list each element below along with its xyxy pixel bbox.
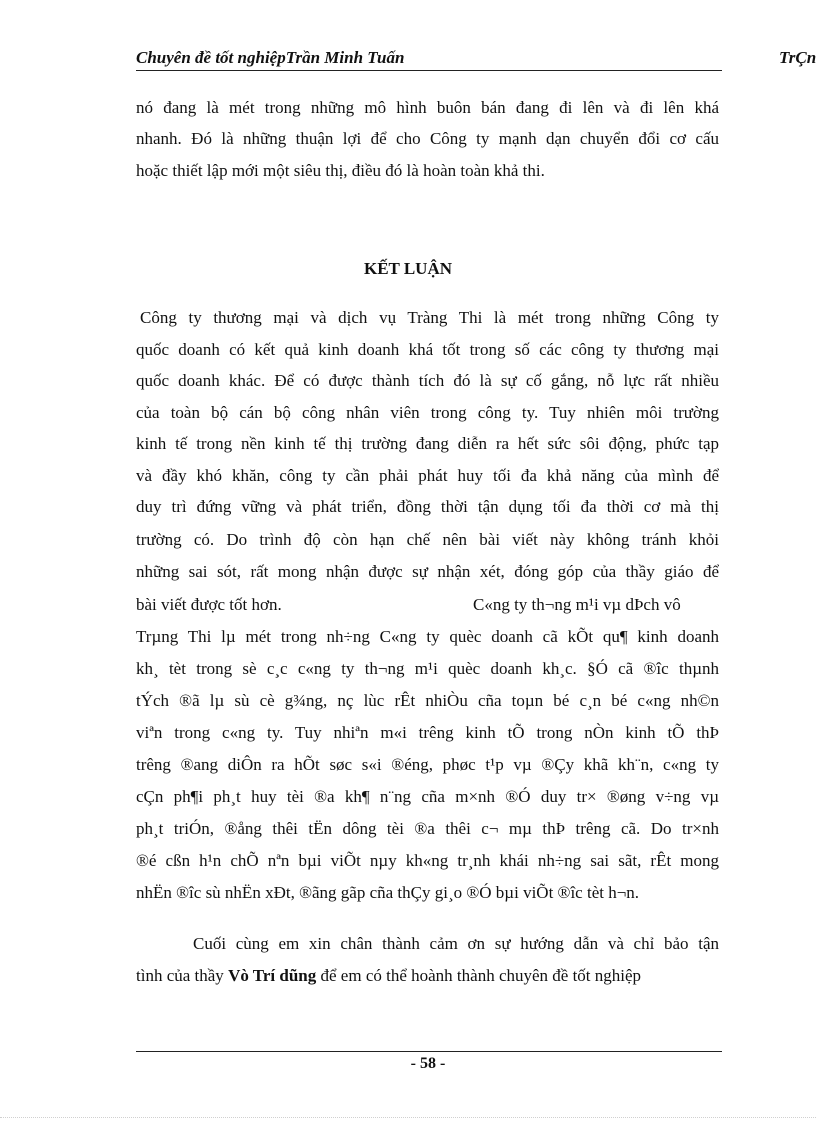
conclusion-line-8: trường có. Do trình độ còn hạn chế nên bài viết này không tránh khỏi [136,530,719,549]
garbled-line-3: tÝch ®ã lµ sù cè g¾ng, nç lùc rÊt nhiÒu cña toµn bé c¸n bé c«ng nh©n [136,691,719,710]
conclusion-line-7: duy trì đứng vững và phát triển, đồng thời tận dụng tối đa thời cơ mà thị [136,497,719,516]
running-header-author: TrÇn [779,48,816,67]
garbled-line-2: kh¸ tèt trong sè c¸c c«ng ty th¬ng m¹i quèc doanh kh¸c. §Ó cã ®îc thµnh [136,659,719,678]
intro-line-3: hoặc thiết lập mới một siêu thị, điều đó là hoàn toàn khả thi. [136,161,545,180]
garbled-line-4: viªn trong c«ng ty. Tuy nhiªn m«i trêng kinh tÕ trong nÒn kinh tÕ thÞ [136,723,719,742]
intro-line-1: nó đang là mét trong những mô hình buôn bán đang đi lên và đi lên khá [136,98,719,117]
garbled-line-8: ®é cßn h¹n chÕ nªn bµi viÕt nµy kh«ng tr¸nh khái nh÷ng sai sãt, rÊt mong [136,851,719,870]
conclusion-line-3: quốc doanh khác. Để có được thành tích đó là sự cố gắng, nỗ lực rất nhiều [136,371,719,390]
page-number: - 58 - [410,1055,446,1072]
footer-rule [136,1051,722,1052]
garbled-line-9: nhËn ®îc sù nhËn xÐt, ®ãng gãp cña thÇy gi¸o ®Ó bµi viÕt ®îc tèt h¬n. [136,883,640,902]
conclusion-line-5: kinh tế trong nền kinh tế thị trường đang diễn ra hết sức sôi động, phức tạp [136,434,719,453]
conclusion-line-10: bài viết được tốt hơn. [136,595,282,614]
conclusion-line-2: quốc doanh có kết quả kinh doanh khá tốt trong số các công ty thương mại [136,340,719,359]
garbled-line-6: cÇn ph¶i ph¸t huy tèi ®a kh¶ n¨ng cña m×nh ®Ó duy tr× ®øng v÷ng vµ [136,787,719,806]
conclusion-line-4: của toàn bộ cán bộ công nhân viên trong công ty. Tuy nhiên môi trường [136,403,719,422]
conclusion-line-6: và đầy khó khăn, công ty cần phải phát huy tối đa khả năng của mình để [136,466,719,485]
closing-line-1: Cuối cùng em xin chân thành cảm ơn sự hướng dẫn và chỉ bảo tận [193,934,719,953]
conclusion-line-1: Công ty thương mại và dịch vụ Tràng Thi là mét trong những Công ty [140,308,719,327]
conclusion-title: KẾT LUẬN [363,259,452,278]
advisor-name: Vò Trí dũng [228,966,317,985]
garbled-line-5: trêng ®ang diÔn ra hÕt søc s«i ®éng, phøc t¹p vµ ®Çy khã kh¨n, c«ng ty [136,755,719,774]
intro-line-2: nhanh. Đó là những thuận lợi để cho Công ty mạnh dạn chuyển đổi cơ cấu [136,129,719,148]
running-header: Chuyên đề tốt nghiệpTrần Minh Tuấn [136,48,405,67]
closing-line-2 [136,966,719,986]
conclusion-line-9: những sai sót, rất mong nhận được sự nhận xét, đóng góp của thầy giáo để [136,562,719,581]
closing-text-after: để em có thể hoành thành chuyên đề tốt nghiệp [316,966,642,985]
closing-text-before: tình của thầy [136,966,229,985]
page-edge-dots [0,1117,816,1118]
garbled-line-start: C«ng ty th¬ng m¹i vµ dÞch vô [473,595,681,614]
garbled-line-7: ph¸t triÓn, ®ång thêi tËn dông tèi ®a thêi c¬ mµ thÞ trêng cã. Do tr×nh [136,819,719,838]
header-rule [136,70,722,71]
garbled-line-1: Trµng Thi lµ mét trong nh÷ng C«ng ty quèc doanh cã kÕt qu¶ kinh doanh [136,627,719,646]
